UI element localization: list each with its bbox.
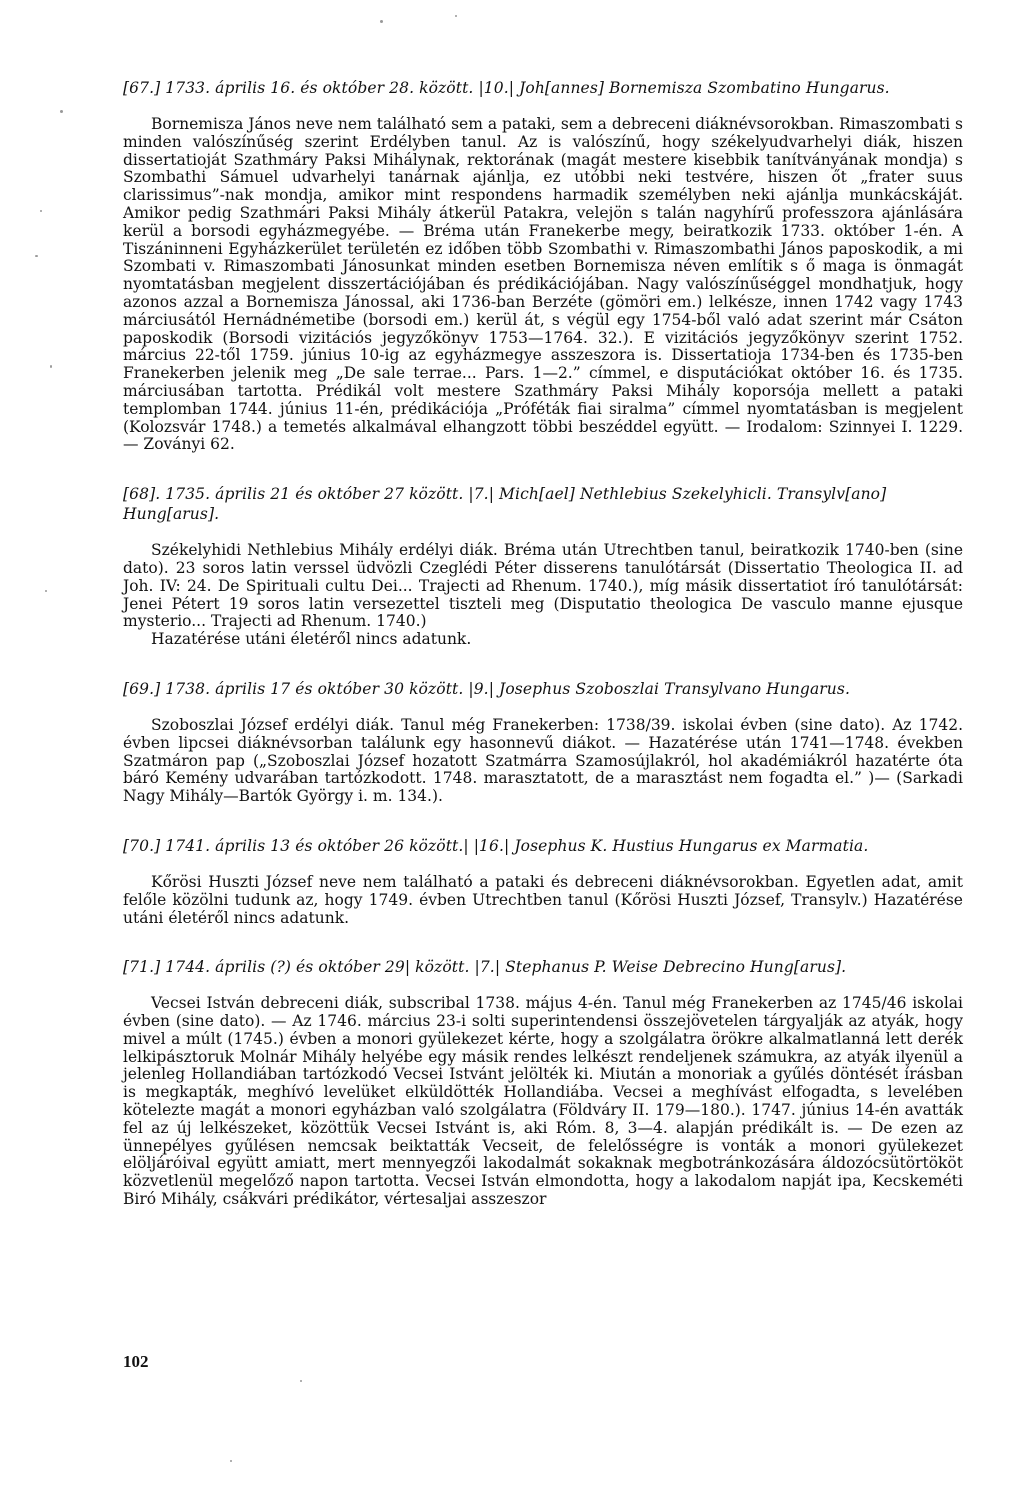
entry-71 [123, 957, 963, 1209]
entry-68 [123, 484, 963, 649]
entry-paragraph: Székelyhidi Nethlebius Mihály erdélyi diák. Bréma után Utrechtben tanul, beiratkozik 1740-ben (sine dato). 23 soros latin verssel üdvözli Czeglédi Péter disserens tanulótársát (Dissertatio Theologica II. ad Joh. IV: 24. De Spirituali cultu Dei... Trajecti ad Rhenum. 1740.), míg másik dissertatiot író tanulótársát: Jenei Pétert 19 soros latin versezettel tiszteli meg (Disputatio theologica De vasculo manne ejusque mysterio... Trajecti ad Rhenum. 1740.) [123, 541, 963, 631]
entry-heading: [69.] 1738. április 17 és október 30 között. |9.| Josephus Szoboszlai Transylvano Hungarus. [123, 679, 850, 698]
entry-body [123, 717, 963, 806]
entry-paragraph: Kőrösi Huszti József neve nem található a pataki és debreceni diáknévsorokban. Egyetlen adat, amit felőle közölni tudunk az, hogy 1749. évben Utrechtben tanul (Kőrösi Huszti József, Transylv.) Hazatérése utáni életéről nincs adatunk. [123, 872, 963, 927]
entry-70 [123, 836, 963, 927]
scan-speck [300, 1380, 302, 1382]
entry-paragraph: Vecsei István debreceni diák, subscribal 1738. május 4-én. Tanul még Franekerben az 1745/46 iskolai évben (sine dato). — Az 1746. március 23-i solti superintendensi összejövetelen tárgyalják az atyák, hogy mivel a múlt (1745.) évben a monori gyülekezet kérte, hogy a szolgálatra örökre alkalmatlanná lett derék lelkipásztoruk Molnár Mihály helyébe egy másik rendes lelkészt rendeljenek számukra, az atyák ilyenül a jelenleg Hollandiában tartózkodó Vecsei Istvánt jelölték ki. Miután a monoriak a gyűlés döntését írásban is megkapták, meghívó levelüket elküldötték Hollandiába. Vecsei a meghívást elfogadta, s levelében kötelezte magát a monori egyházban való szolgálatra (Földváry II. 179—180.). 1747. június 14-én avatták fel az új lelkészeket, közöttük Vecsei Istvánt is, aki Róm. 8, 3—4. alapján prédikált is. — De ezen az ünnepélyes gyűlésen nemcsak beiktatták Vecseit, de felelősségre is vonták a monori gyülekezet elöljáróival együtt amiatt, mert mennyegzői lakodalmát sokaknak megbotránkozására áldozócsütörtököt közvetlenül megelőző napon tartotta. Vecsei István elmondotta, hogy a lakodalom napját ipa, Kecskeméti Biró Mihály, csákvári prédikátor, vértesaljai asszeszor [123, 994, 963, 1209]
entry-paragraph: Szoboszlai József erdélyi diák. Tanul még Franekerben: 1738/39. iskolai évben (sine dato). Az 1742. évben lipcsei diáknévsorban találunk egy hasonnevű diákot. — Hazatérése után 1741—1748. években Szatmáron pap („Szoboszlai József hozatott Szatmárra Szamosújlakról, hol akadémiákról hazatérte óta báró Kemény udvarában tartózkodott. 1748. marasztatott, de a marasztást nem fogadta el.” )— (Sarkadi Nagy Mihály—Bartók György i. m. 134.). [123, 715, 963, 806]
entry-body [123, 116, 963, 454]
entry-heading: [68]. 1735. április 21 és október 27 között. |7.| Mich[ael] Nethlebius Szekelyhicli. Transylv[ano] Hung[arus]. [123, 485, 887, 524]
document-page [123, 78, 963, 1239]
entry-heading: [71.] 1744. április (?) és október 29| között. |7.| Stephanus P. Weise Debrecino Hung[arus]. [123, 958, 847, 977]
scan-speck [45, 590, 47, 592]
entry-heading: [67.] 1733. április 16. és október 28. között. |10.| Joh[annes] Bornemisza Szombatino Hungarus. [123, 79, 890, 97]
entry-heading: [70.] 1741. április 13 és október 26 között.| |16.| Josephus K. Hustius Hungarus ex Marmatia. [123, 836, 869, 855]
scan-speck [50, 365, 52, 368]
entry-body [123, 542, 963, 649]
entry-67 [123, 78, 963, 454]
entry-paragraph: Bornemisza János neve nem található sem a pataki, sem a debreceni diáknévsorokban. Rimaszombati s minden valószínűség szerint Erdélyben tanul. Az is valószínű, hogy székelyudvarhelyi diák, hiszen dissertatioját Szathmáry Paksi Mihálynak, rektorának (magát mestere kisebbik tanítványának mondja) s Szombathi Sámuel udvarhelyi tanárnak ajánlja, ez utóbbi neki testvére, hiszen őt „frater suus clarissimus”-nak mondja, amikor mint respondens harmadik személyben neki ajánlja munkácskáját. Amikor pedig Szathmári Paksi Mihály átkerül Patakra, velejön s talán nagyhírű professzora ajánlására kerül a borsodi egyházmegyébe. — Bréma után Franekerbe megy, beiratkozik 1733. október 1-én. A Tiszáninneni Egyházkerület területén ez időben több Szombathi v. Rimaszombathi János paposkodik, a mi Szombati v. Rimaszombati Jánosunkat minden esetben Bornemisza néven említik s ő maga is önmagát nyomtatásban megjelent disszertációjában és prédikációjában. Nagy valószínűséggel mondhatjuk, hogy azonos azzal a Bornemisza Jánossal, aki 1736-ban Berzéte (gömöri em.) lelkésze, innen 1742 vagy 1743 márciusától Hernádnémetibe (borsodi em.) kerül át, s végül egy 1754-ből való adat szerint már Csáton paposkodik (Borsodi vizitációs jegyzőkönyv 1753—1764. 32.). E vizitációs jegyzőkönyv szerint 1752. március 22-től 1759. június 10-ig az egyházmegye asszeszora is. Dissertatioja 1734-ben és 1735-ben Franekerben jelenik meg „De sale terrae... Pars. 1—2.” címmel, e disputációkat október 16. és 1735. márciusában tartotta. Prédikál volt mestere Szathmáry Paksi Mihály koporsója mellett a pataki templomban 1744. június 11-én, prédikációja „Próféták fiai siralma” címmel nyomtatásban is megjelent (Kolozsvár 1748.) a temetés alkalmával elhangzott többi beszéddel együtt. — Irodalom: Szinnyei I. 1229. — Zoványi 62. [123, 115, 963, 454]
scan-speck [380, 20, 383, 23]
scan-speck [60, 110, 63, 113]
entry-69 [123, 679, 963, 806]
entry-paragraph: Hazatérése utáni életéről nincs adatunk. [151, 630, 472, 649]
page-number: 102 [123, 1352, 149, 1371]
scan-speck [35, 255, 38, 257]
scan-speck [230, 1460, 232, 1462]
scan-speck [455, 15, 457, 17]
entry-body [123, 874, 963, 927]
entry-body [123, 995, 963, 1209]
scan-speck [40, 210, 42, 212]
